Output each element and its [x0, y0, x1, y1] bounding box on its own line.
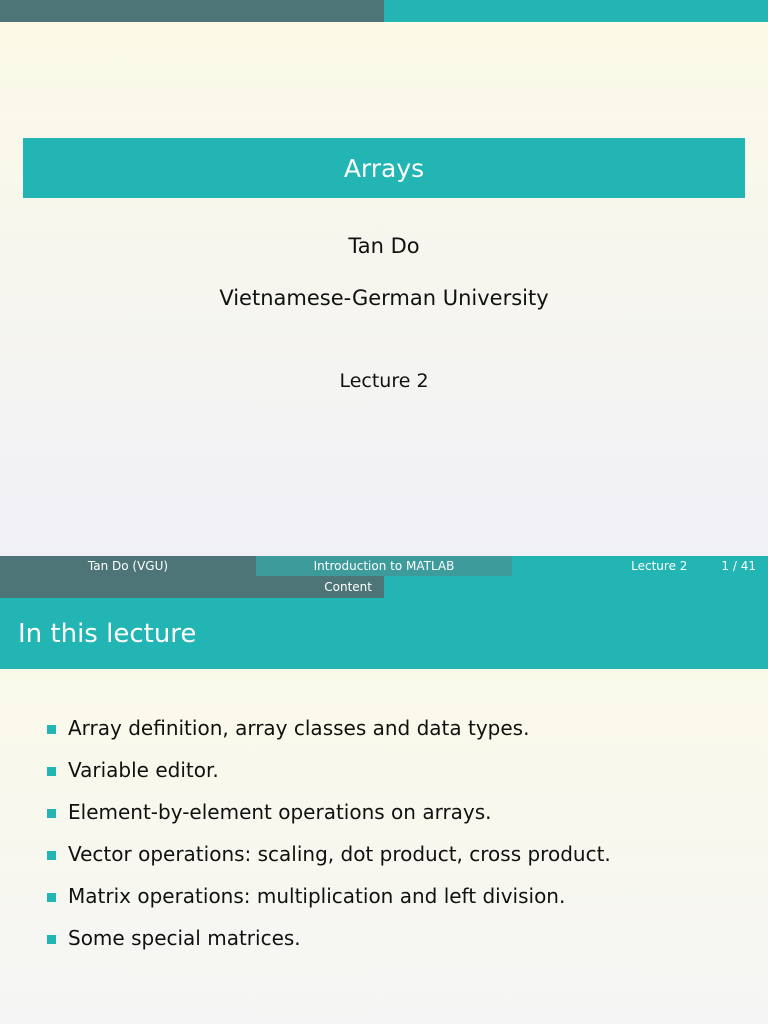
- bullet-list: [0, 714, 611, 966]
- bullet-square-icon: [47, 809, 56, 818]
- list-item: [0, 924, 611, 966]
- list-item-text: Some special matrices.: [68, 926, 301, 950]
- list-item-text: Array definition, array classes and data types.: [68, 716, 530, 740]
- header-bar: [0, 0, 768, 22]
- footer-lecture: Lecture 2: [631, 559, 688, 573]
- list-item: [0, 756, 611, 798]
- slide-title: Arrays: [343, 153, 425, 183]
- bullet-square-icon: [47, 725, 56, 734]
- section-nav-left: [0, 576, 384, 598]
- bullet-square-icon: [47, 767, 56, 776]
- list-item: [0, 840, 611, 882]
- bullet-square-icon: [47, 935, 56, 944]
- list-item-text: Vector operations: scaling, dot product, cross product.: [68, 842, 611, 866]
- slide-title-box: [23, 138, 745, 198]
- footer-author: Tan Do (VGU): [87, 559, 169, 573]
- bullet-square-icon: [47, 851, 56, 860]
- header-bar-right: [384, 0, 768, 22]
- list-item: [0, 714, 611, 756]
- list-item: [0, 798, 611, 840]
- list-item-text: Variable editor.: [68, 758, 219, 782]
- institute-name: Vietnamese-German University: [219, 286, 549, 310]
- list-item: [0, 882, 611, 924]
- footer-bar: [0, 556, 768, 576]
- list-item-text: Element-by-element operations on arrays.: [68, 800, 492, 824]
- footer-author-section: [0, 556, 256, 576]
- frame-title-bar: [0, 598, 768, 669]
- author-name: Tan Do: [348, 234, 420, 258]
- footer-course: Introduction to MATLAB: [313, 559, 455, 573]
- content-slide: [0, 576, 768, 1024]
- section-navigation-bar: [0, 576, 768, 598]
- footer-lecture-section: [512, 556, 768, 576]
- header-bar-left: [0, 0, 384, 22]
- section-name[interactable]: Content: [324, 580, 372, 594]
- frame-title: In this lecture: [18, 618, 197, 649]
- bullet-square-icon: [47, 893, 56, 902]
- list-item-text: Matrix operations: multiplication and left division.: [68, 884, 566, 908]
- lecture-label: Lecture 2: [339, 370, 429, 392]
- section-nav-right: [384, 576, 768, 598]
- footer-page-number: 1 / 41: [721, 559, 756, 573]
- footer-course-section: [256, 556, 512, 576]
